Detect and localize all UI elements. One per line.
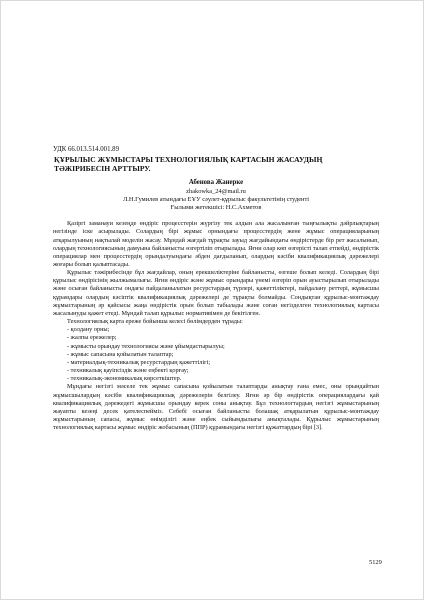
body-paragraph-3: Мұндағы негізгі мәселе тек жұмыс сапасына қойылатын талаптарды анықтау ғана емес, оны орындайтын жұмысшылардың кәсіби квалификациялық дәрежелерін белгілеу. Яғни әр бір өндірістік операциялардағы қай квалификациялық дәрежедегі жұмысшы орындау керек соны анықтау. Бұл технологтардың негізгі жұмыстарының жауапты кезеңі десек қателеспейміз. Себебі осыған байланысты болашақ атқарылатын құрылыс-монтаждау жұмыстарының сапасы, жұмыс өнімділігі және еңбек сыйымдылығы анықталады. Құрылыс жұмыстарының технологиялық картасы жұмыс өндіріс жобасының (ППР) құрамындағы негізгі құжаттардың бірі [3]. [53, 383, 379, 432]
author-name: Абенова Жанерке [188, 179, 244, 187]
list-item: - жұмыс сапасына қойылатын талаптар; [67, 350, 174, 358]
sections-list [53, 326, 379, 383]
article-content [53, 146, 379, 432]
list-item: - техникалық-экономикалық көрсеткіштер. [67, 375, 182, 383]
page-number: 5129 [369, 559, 382, 566]
author-block [53, 179, 379, 212]
author-affiliation: Л.Н.Гумилев атындағы ЕҰУ сәулет-құрылыс факультетінің студенті [122, 195, 310, 203]
udk-code: УДК 66.013.514.001.89 [53, 146, 119, 153]
body-paragraph-2: Құрылыс тәжірибесінде бұл жағдайлар, оның ерекшеліктеріне байланысты, өзгеше болып келеді. Солардың бірі құрылыс өндірісінің жылжымалығы. Яғни өндіріс және жұмыс орындары үнемі өзгеріп орын ауыстырылып отырылады және осыған байланысты ондағы пайдаланылатын ресурстардың түрлері, қажеттіліктері, пайдалану реттері, жұмысшы құрамдары олардың кәсіптік квалификациялық дәрежелері де тұрақты болмайды. Сондықтан құрылыс-монтаждау жұмыстарының әр қайсысы жаңа өндірістік орын болып табылады және соған негізделген технологиялық картасы жасалынуды қажет етеді. Мұндай талап құрылыс нормативімен де бекітілген. [53, 269, 379, 317]
list-item: - материалдық-техникалық ресурстардың қажеттілігі; [67, 358, 211, 366]
article-title-line-2: ТӘЖІРИБЕСІН АРТТЫРУ. [54, 164, 151, 174]
list-intro: Технологиялық карта ереже бойынша келесі бөлімдерден тұрады: [67, 318, 243, 326]
list-item: - техникалық қауіпсіздік және еңбекті қорғау; [67, 367, 189, 375]
article-title [53, 155, 379, 173]
list-item: - жалпы ережелер; [67, 334, 117, 342]
author-supervisor: Ғылыми жетекшісі: Н.С.Ахметов [170, 204, 262, 212]
body-paragraph-1: Қазіргі заманауи кезеңде өндіріс процесстерін жүргізу тек алдын ала жасалынған тыңғылықты дәйрлықтарың негізінде іске асырылады. Солардың бірі жұмыс орнындағы процесстердің жене жұмыс операцияларының атқарылуының нақтылай моделін жасау. Мұндай жағдай тұрақты зауыд жағдайындағы өндірістерде бір рет жасалынып, олардың технологиясының дамуына байланысты өзгертіліп отырылады. Яғни олар көп өзгерісті талап етпейді, өндірістік операциялар мен процесстердің орындалуындағы әбден дағдыланып, олардың кәсіби квалификациялық дәрежелері жоғары болып қалыптасады. [53, 220, 379, 268]
article-title-line-1: ҚҰРЫЛЫС ЖҰМЫСТАРЫ ТЕХНОЛОГИЯЛЫҚ КАРТАСЫН ЖАСАУДЫҢ [54, 155, 323, 164]
author-email: zhakowka_24@mail.ru [186, 187, 246, 195]
list-item: - қолдану орны; [67, 326, 110, 334]
list-item: - жұмысты орындау технологиясы және ұйымдастырылуы; [67, 342, 225, 350]
